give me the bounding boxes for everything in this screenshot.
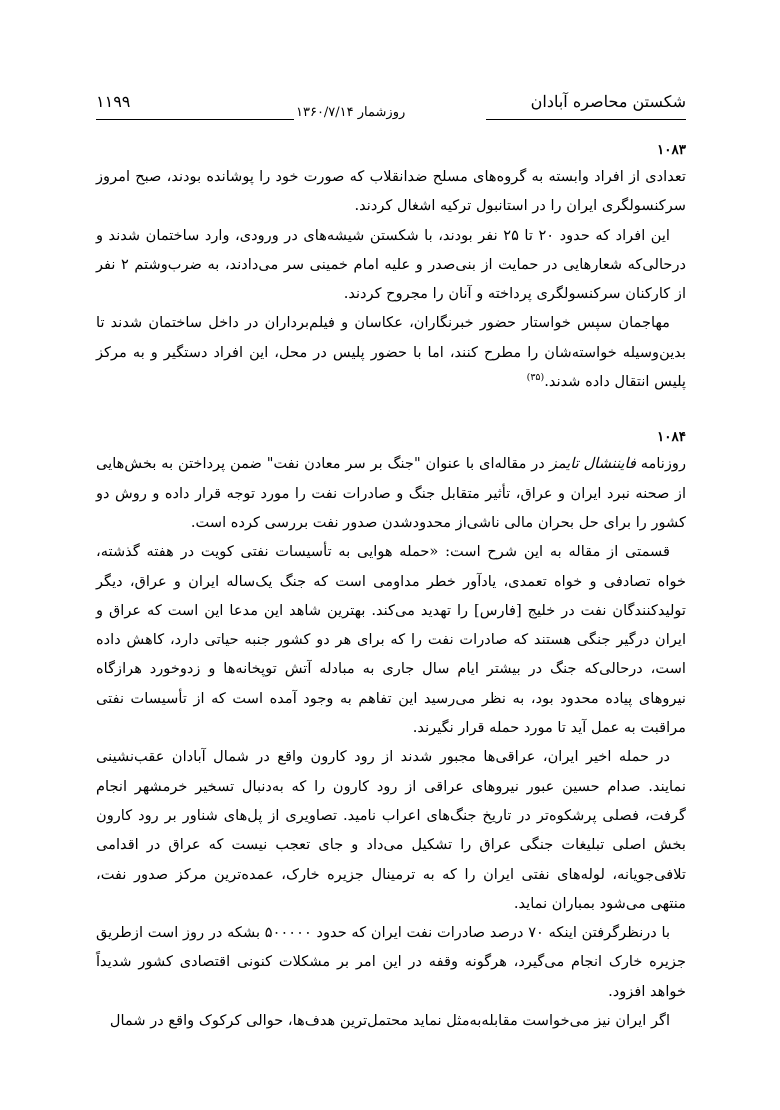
intro-start: روزنامه [635, 455, 687, 473]
paragraph [96, 308, 686, 396]
paragraph: تعدادی از افراد وابسته به گروه‌های مسلح ضدانقلاب که صورت خود را پوشانده بودند، صبح امروز سرکنسولگری ایران را در استانبول ترکیه اشغال کردند. [96, 168, 686, 215]
intro-rest: در مقاله‌ای با عنوان "جنگ بر سر معادن نفت" ضمن پرداختن به بخش‌هایی از صحنه نبرد ایران و عراق، تأثیر متقابل جنگ و صادرات نفت را مورد توجه قرار داده و روش دو کشور را برای حل بحران مالی ناشی‌از محدودشدن صدور نفت بررسی کرده است. [96, 455, 686, 531]
header-rule-right [486, 119, 686, 120]
paragraph: قسمتی از مقاله به این شرح است: «حمله هوایی به تأسیسات نفتی کویت در هفته گذشته، خواه تصادفی و خواه تعمدی، یادآور خطر مداومی است که جنگ یک‌ساله ایران و عراق، دیگر تولیدکنندگان نفت در خلیج [فارس] را تهدید می‌کند. بهترین شاهد این مدعا این است که عراق و ایران درگیر جنگی هستند که صادرات نفت را که برای هر دو کشور جنبه حیاتی دارد، کاهش داده است، درحالی‌که جنگ در بیشتر ایام سال جاری به مبادله آتش توپخانه‌ها و زدوخورد هرازگاه نیروهای پیاده محدود بود، به نظر می‌رسید این تفاهم به وجود آمده است که از تأسیسات نفتی مراقبت به عمل آید تا مورد حمله قرار نگیرند. [96, 543, 686, 737]
paragraph: این افراد که حدود ۲۰ تا ۲۵ نفر بودند، با شکستن شیشه‌های در ورودی، وارد ساختمان شدند و درحالی‌که شعارهایی در حمایت از بنی‌صدر و علیه امام خمینی سر می‌دادند، به ضرب‌وشتم ۲ نفر از کارکنان سرکنسولگری پرداخته و آنان را مجروح کردند. [96, 226, 687, 303]
entry-1084 [96, 427, 686, 1035]
book-title: شکستن محاصره آبادان [530, 92, 686, 111]
entry-number: ۱۰۸۳ [656, 142, 686, 158]
page-number: ۱۱۹۹ [96, 92, 131, 111]
paragraph: با درنظرگرفتن اینکه ۷۰ درصد صادرات نفت ایران که حدود ۵۰۰۰۰۰ بشکه در روز است ازطریق جزیره خارک انجام می‌گیرد، هرگونه وقفه در این امر بر مشکلات کنونی اقتصادی کشور شدیداً خواهد افزود. [96, 924, 686, 1000]
newspaper-name: فایننشال تایمز [549, 455, 636, 473]
diary-date: روزشمار ۱۳۶۰/۷/۱۴ [296, 105, 406, 120]
page-body [96, 140, 686, 1035]
entry-1083 [96, 140, 686, 396]
entry-number: ۱۰۸۴ [656, 429, 686, 446]
page-header [96, 92, 686, 122]
paragraph: اگر ایران نیز می‌خواست مقابله‌به‌مثل نماید محتمل‌ترین هدف‌ها، حوالی کرکوک واقع در شمال [109, 1012, 670, 1030]
footnote-marker: (۳۵) [526, 372, 545, 384]
paragraph: در حمله اخیر ایران، عراقی‌ها مجبور شدند از رود کارون واقع در شمال آبادان عقب‌نشینی نمایند. صدام حسین عبور نیروهای عراقی از رود کارون را که به‌دنبال تسخیر خرمشهر انجام گرفت، فصلی پرشکوه‌تر در تاریخ جنگ‌های اعراب نامید. تصاویری از پل‌های شناور بر رود کارون بخش اصلی تبلیغات جنگی عراق را تشکیل می‌داد و جای تعجب نیست که عراق در اقدامی تلافی‌جویانه، لوله‌های نفتی ایران را که به ترمینال جزیره خارک، عمده‌ترین مرکز صدور نفت، منتهی می‌شود بمباران نماید. [96, 748, 686, 912]
header-rule-left [96, 119, 294, 120]
paragraph-intro [96, 449, 686, 537]
paragraph-text: مهاجمان سپس خواستار حضور خبرنگاران، عکاسان و فیلم‌برداران در داخل ساختمان شدند تا بدین‌وسیله خواسته‌شان را مطرح کنند، اما با حضور پلیس در محل، این افراد دستگیر و به مرکز پلیس انتقال داده شدند. [96, 314, 686, 391]
